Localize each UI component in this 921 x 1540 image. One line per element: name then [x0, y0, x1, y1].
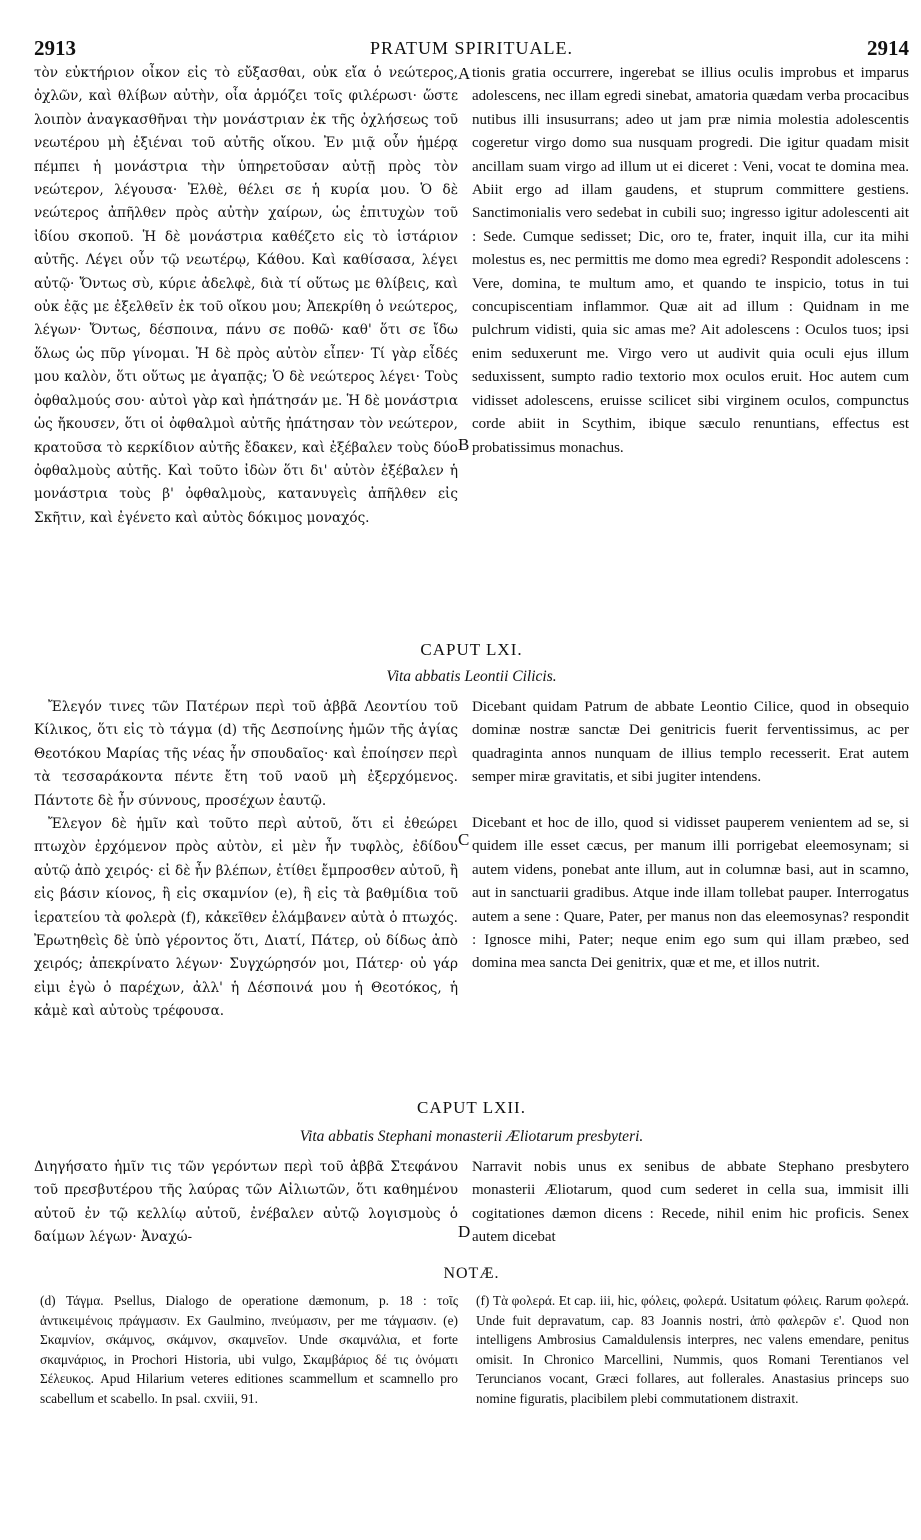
- chapter-heading: CAPUT LXI.: [420, 640, 523, 659]
- left-page-number: 2913: [34, 36, 76, 60]
- latin-text: tionis gratia occurrere, ingerebat se illius oculis improbus et imparus adolescens, nec illam egredi sinebat, amatoria quædam verba procacibus nutibus illi insusurrans; adeo ut jam præ nimia molestia adolescentis cogeretur virgo domo sua nusquam progredi. Die igitur quadam misit ancillam suam virgo ad illum ut ei diceret : Veni, vocat te domina mea. Abiit ergo ad illam gaudens, et stuprum committere gestiens. Sanctimonialis vero sedebat in cubili suo; ingresso igitur adolescenti ait : Sede. Cumque sedisset; Dic, oro te, frater, inquit illa, cur ita mihi molestus es, nec permittis me domo mea egredi? Respondit adolescens : Vere, domina, te multum amo, et quando te inspicio, totus in tui concupiscentiam inflammor. Quæ ait ad illum : Quidnam in me pulchrum vidisti, quia sic amas me? Ait adolescens : Oculos tuos; ipsi enim seduxerunt me. Virgo vero ut audivit quia oculi ejus illum seduxissent, sumpto radio textorio mox oculos eruit. Hoc autem cum vidisset adolescens, eruisse scilicet sibi virginem oculos, compunctus corde abiit in Scythim, ibique sæculo renuntians, effectus est probatissimus monachus.: [472, 65, 909, 456]
- latin-paragraph: Dicebant et hoc de illo, quod si vidisset pauperem venientem ad se, si quidem ille esset cæcus, per manum illi porrigebat eleemosynam; si autem videns, ponebat ante illum, aut in columnæ basi, aut in scamno, aut in sanctuarii gradibus. Atque inde illam tollebat pauper. Interrogatus autem a sene : Quare, Pater, per manus non das eleemosynas? respondit : Ignosce mihi, Pater; neque enim ego sum qui illam præbeo, sed domina mea sancta Dei genitrix, quæ et me, et illos nutrit.: [472, 815, 909, 972]
- latin-paragraph: Narravit nobis unus ex senibus de abbate Stephano presbytero monasterii Æliotarum, quod cum sederet in cella sua, immisit illi cogitationes dæmon dicens : Recede, nihil enim hic proficis. Senex autem dicebat: [472, 1159, 909, 1246]
- right-page-number: 2914: [867, 36, 909, 60]
- margin-marker-d: D: [458, 1222, 471, 1241]
- greek-paragraph: Διηγήσατο ἡμῖν τις τῶν γερόντων περὶ τοῦ ἀββᾶ Στεφάνου τοῦ πρεσβυτέρου τῆς λαύρας τῶν Αἰλιωτῶν, ὅτι καθημένου αὐτοῦ ἐν τῷ κελλίῳ αὐτοῦ, ἐνέβαλεν αὐτῷ λογισμοὺς ὁ δαίμων λέγων· Ἀναχώ-: [34, 1159, 458, 1246]
- running-title: PRATUM SPIRITUALE.: [369, 38, 574, 58]
- greek-column: [34, 696, 458, 1024]
- notes-section: [34, 1265, 909, 1505]
- notes-title: NOTÆ.: [443, 1265, 500, 1282]
- margin-marker-c: C: [458, 830, 470, 849]
- greek-text: τὸν εὐκτήριον οἶκον εἰς τὸ εὔξασθαι, οὐκ εἴα ὁ νεώτερος, ὀχλῶν, καὶ θλίβων αὐτὴν, οἷα ἁρμόζει τοῖς φιλέρωσι· ὥστε λοιπὸν ἀναγκασθῆναι τὴν μονάστριαν ἐκ τῆς ὀχλήσεως τοῦ νεωτέρου μὴ ἐξιέναι τοῦ αὐτῆς οἴκου. Ἐν μιᾷ οὖν ἡμέρᾳ πέμπει ἡ μονάστρια τὴν ὑπηρετοῦσαν αὐτῇ πρὸς τὸν νεώτερον, λέγουσα· Ἐλθὲ, θέλει σε ἡ κυρία μου. Ὁ δὲ νεώτερος ἀπῆλθεν πρὸς αὐτὴν χαίρων, ὡς ἐπιτυχὼν τοῦ ἰδίου σκοποῦ. Ἡ δὲ μονάστρια καθέζετο εἰς τὸ ἱστάριον αὐτῆς. Λέγει οὖν τῷ νεωτέρῳ, Κάθου. Καὶ καθίσασα, λέγει αὐτῷ· Ὄντως σὺ, κύριε ἀδελφὲ, διὰ τί οὕτως με θλίβεις, καὶ οὐκ ἐᾷς με ἐξελθεῖν ἐκ τοῦ οἴκου μου; Ἀπεκρίθη ὁ νεώτερος, λέγων· Ὄντως, δέσποινα, πάνυ σε ποθῶ· καθ' ὅτι σε ἴδω ὅλως ὡς πῦρ γίνομαι. Ἡ δὲ πρὸς αὐτὸν εἶπεν· Τί γὰρ εἶδές μου καλὸν, ὅτι οὕτως με ἀγαπᾷς; Ὁ δὲ νεώτερος λέγει· Τοὺς ὀφθαλμούς σου· αὐτοὶ γὰρ καὶ ἠπάτησάν με. Ἡ δὲ μονάστρια ὡς ἤκουσεν, ὅτι οἱ ὀφθαλμοὶ αὐτῆς ἠπάτησαν τὸν νεώτερον, κρατοῦσα τὸ κερκίδιον αὐτῆς ἔδακεν, καὶ ἐξέβαλεν τοὺς δύο ὀφθαλμοὺς αὐτῆς. Καὶ τοῦτο ἰδὼν ὅτι δι' αὐτὸν ἐξέβαλεν ἡ μονάστρια τοὺς β' ὀφθαλμοὺς, κατανυγεὶς ἀπῆλθεν εἰς Σκῆτιν, καὶ ἐγένετο καὶ αὐτὸς δόκιμος μοναχός.: [34, 65, 458, 526]
- latin-column: [472, 696, 909, 976]
- latin-paragraph: Dicebant quidam Patrum de abbate Leontio Cilice, quod in obsequio dominæ nostræ sanctæ Dei genitricis fuerit ferventissimus, ac per quadraginta annos nunquam de illius templo recesserit. Erat autem semper miræ gravitatis, et sibi jugiter intendens.: [472, 699, 909, 786]
- greek-column: [34, 62, 458, 530]
- greek-paragraph: Ἔλεγόν τινες τῶν Πατέρων περὶ τοῦ ἀββᾶ Λεοντίου τοῦ Κίλικος, ὅτι εἰς τὸ τάγμα (d) τῆς Δεσποίνης ἡμῶν τῆς ἁγίας Θεοτόκου Μαρίας τῆς νέας ἦν σπουδαῖος· καὶ ἐποίησεν περὶ τὰ τεσσαράκοντα πέντε ἔτη τοῦ ναοῦ μὴ ἐξερχόμενος. Πάντοτε δὲ ἦν σύννους, προσέχων ἑαυτῷ.: [34, 699, 458, 809]
- margin-marker-b: B: [458, 435, 470, 454]
- chapter-62: [34, 1098, 909, 1278]
- latin-column: [472, 1156, 909, 1250]
- chapter-heading: CAPUT LXII.: [417, 1098, 526, 1117]
- margin-marker-a: A: [458, 64, 471, 83]
- chapter-subtitle: Vita abbatis Stephani monasterii Æliotarum presbyteri.: [299, 1128, 644, 1145]
- note-right: (f) Τὰ φολερά. Et cap. iii, hic, φόλεις, φολερά. Usitatum φόλεις. Rarum φολερά. Unde fuit depravatum, cap. 83 Joannis nostri, ἀπὸ φαλερῶν ε'. Quod non intelligens Ambrosius Camaldulensis interpres, nec valens emendare, penitus omisit. In Chronico Marcellini, Nummis, quos Romani Terentianos vel Teruncianos vocant, Græci follares, aut follerales. Anastasius princeps suo nomine figuratis, placibilem plebi commutationem distraxit.: [476, 1293, 909, 1406]
- section-continuation: [34, 62, 909, 642]
- chapter-subtitle: Vita abbatis Leontii Cilicis.: [386, 668, 557, 685]
- greek-column: [34, 1156, 458, 1250]
- latin-column: [472, 62, 909, 460]
- chapter-61: [34, 640, 909, 1110]
- greek-paragraph: Ἔλεγον δὲ ἡμῖν καὶ τοῦτο περὶ αὐτοῦ, ὅτι εἰ ἐθεώρει πτωχὸν ἐρχόμενον πρὸς αὐτὸν, εἰ μὲν ἦν τυφλὸς, ἐδίδου αὐτῷ ἀπὸ χειρός· εἰ δὲ ἦν βλέπων, ἐτίθει ἔμπροσθεν αὐτοῦ, ἢ εἰς βάσιν κίονος, ἢ εἰς σκαμνίον (e), ἢ εἰς τὰ βαθμίδια τοῦ ἱερατείου τὰ φολερὰ (f), κἀκεῖθεν ἐλάμβανεν αὐτὰ ὁ πτωχός. Ἐρωτηθεὶς δὲ ὑπὸ γέροντος ὅτι, Διατί, Πάτερ, οὐ δίδως ἀπὸ χειρός; ἀπεκρίνατο λέγων· Συγχώρησόν μοι, Πάτερ· οὐ γάρ εἰμι ἐγὼ ὁ παρέχων, ἀλλ' ἡ Δέσποινά μου ἡ Θεοτόκος, ἡ κἀμὲ καὶ αὐτοὺς τρέφουσα.: [34, 816, 458, 1020]
- note-left: (d) Τάγμα. Psellus, Dialogo de operatione dæmonum, p. 18 : τοῖς ἀντικειμένοις πράγμασιν. Ex Gaulmino, πνεύμασιν, per me τάγμασιν. (e) Σκαμνίον, σκάμνος, σκάμνον, σκαμνεῖον. Unde σκαμνάλια, et forte σκαμνάριος, in Prochori Historia, ubi vulgo, Σκαμβάριος δέ τις ὀνόματι Σέλευκος. Apud Hilarium veteres editiones scammellum et scamnello pro scabellum et scabello. In psal. cxviii, 91.: [40, 1293, 458, 1406]
